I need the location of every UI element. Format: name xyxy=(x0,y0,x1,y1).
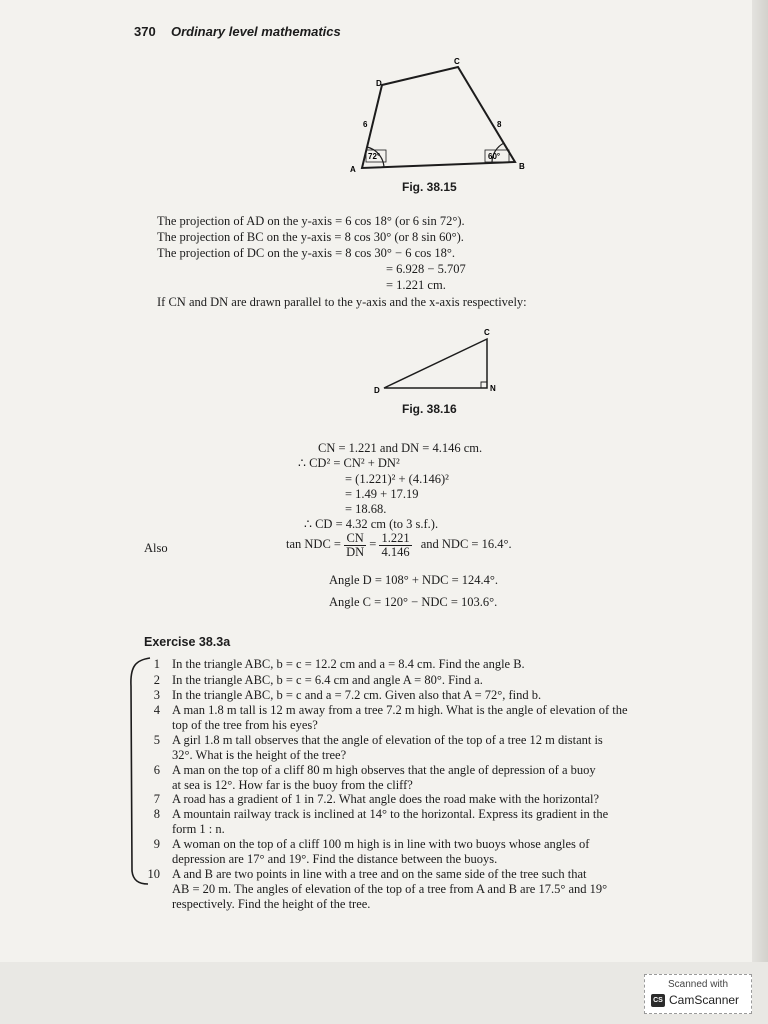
equals-sign: = xyxy=(369,537,377,551)
exercise-item-text: at sea is 12°. How far is the buoy from the cliff? xyxy=(172,778,413,792)
working-line-3: = (1.221)² + (4.146)² xyxy=(345,472,449,486)
side-bc-label: 8 xyxy=(497,120,502,129)
exercise-number: 8 xyxy=(153,807,160,821)
working-line-5: = 18.68. xyxy=(345,502,387,516)
camscanner-brand: CamScanner xyxy=(669,993,740,1007)
working-line-6: ∴ CD = 4.32 cm (to 3 s.f.). xyxy=(304,517,439,531)
angle-c-line: Angle C = 120° − NDC = 103.6°. xyxy=(329,595,498,609)
exercise-number: 7 xyxy=(153,792,160,806)
figure-38-15-caption: Fig. 38.15 xyxy=(402,180,457,194)
tan-lhs: tan NDC = xyxy=(286,537,341,551)
camscanner-watermark xyxy=(644,974,752,1014)
exercise-item-text: A and B are two points in line with a tree and on the same side of the tree such that xyxy=(172,867,587,881)
exercise-item-text: depression are 17° and 19°. Find the distance between the buoys. xyxy=(172,852,498,866)
scanned-with-text: Scanned with xyxy=(667,979,729,990)
working-line-2: ∴ CD² = CN² + DN² xyxy=(298,456,400,470)
exercise-item-text: A man 1.8 m tall is 12 m away from a tree 7.2 m high. What is the angle of elevation of the xyxy=(172,703,628,717)
exercise-item-text: A girl 1.8 m tall observes that the angle of elevation of the top of a tree 12 m distant is xyxy=(172,733,603,747)
exercise-item-text: In the triangle ABC, b = c = 6.4 cm and angle A = 80°. Find a. xyxy=(172,673,483,687)
exercise-item-text: top of the tree from his eyes? xyxy=(172,718,318,732)
projection-dc-step: = 6.928 − 5.707 xyxy=(386,262,466,276)
exercise-number: 10 xyxy=(147,867,160,881)
exercise-item-text: A woman on the top of a cliff 100 m high is in line with two buoys whose angles of xyxy=(172,837,590,851)
book-title: Ordinary level mathematics xyxy=(170,24,341,39)
fraction-cn-dn: $\frac{CN}{DN}$ xyxy=(346,530,365,559)
tan-equation xyxy=(286,530,512,559)
side-ad-label: 6 xyxy=(363,120,368,129)
vertex-n-label: N xyxy=(490,384,496,393)
camscanner-logo-icon: CS xyxy=(651,994,665,1007)
exercise-item-text: A man on the top of a cliff 80 m high observes that the angle of depression of a buoy xyxy=(172,763,596,777)
right-angle-mark xyxy=(481,382,487,388)
page-edge xyxy=(752,0,768,962)
exercise-item-text: A road has a gradient of 1 in 7.2. What angle does the road make with the horizontal? xyxy=(172,792,600,806)
projection-note: If CN and DN are drawn parallel to the y-axis and the x-axis respectively: xyxy=(157,295,527,309)
exercise-number: 9 xyxy=(153,837,160,851)
figure-38-16 xyxy=(370,325,510,400)
exercise-item-text: 32°. What is the height of the tree? xyxy=(172,748,347,762)
figure-38-15 xyxy=(340,55,540,175)
angle-a-label: 72° xyxy=(368,152,381,161)
triangle-cdn xyxy=(384,339,487,388)
exercise-item-text: In the triangle ABC, b = c = 12.2 cm and a = 8.4 cm. Find the angle B. xyxy=(172,657,525,671)
exercise-item-text: respectively. Find the height of the tree. xyxy=(172,897,371,911)
working-line-4: = 1.49 + 17.19 xyxy=(345,487,419,501)
vertex-a-label: A xyxy=(350,165,356,174)
exercise-item-text: A mountain railway track is inclined at 14° to the horizontal. Express its gradient in the xyxy=(172,807,609,821)
exercise-number: 1 xyxy=(153,657,160,671)
figure-38-16-caption: Fig. 38.16 xyxy=(402,402,457,416)
exercise-number: 4 xyxy=(153,703,160,717)
vertex-c-label: C xyxy=(454,57,460,66)
also-label: Also xyxy=(144,541,168,555)
exercise-item-text: In the triangle ABC, b = c and a = 7.2 cm. Given also that A = 72°, find b. xyxy=(172,688,542,702)
vertex-d-label: D xyxy=(376,79,382,88)
exercise-number: 3 xyxy=(153,688,160,702)
exercise-number: 6 xyxy=(153,763,160,777)
exercise-item-text: AB = 20 m. The angles of elevation of the top of a tree from A and B are 17.5° and 19° xyxy=(172,882,608,896)
exercise-number: 5 xyxy=(153,733,160,747)
projection-bc: The projection of BC on the y-axis = 8 cos 30° (or 8 sin 60°). xyxy=(157,230,464,244)
angle-b-label: 60° xyxy=(488,152,501,161)
exercise-item-text: form 1 : n. xyxy=(172,822,225,836)
angle-d-line: Angle D = 108° + NDC = 124.4°. xyxy=(329,573,498,587)
projection-dc-result: = 1.221 cm. xyxy=(386,278,446,292)
tan-rhs: and NDC = 16.4°. xyxy=(420,537,512,551)
page-header xyxy=(134,24,341,40)
projection-ad: The projection of AD on the y-axis = 6 cos 18° (or 6 sin 72°). xyxy=(157,214,465,228)
working-line-1: CN = 1.221 and DN = 4.146 cm. xyxy=(318,441,483,455)
vertex-d-label-2: D xyxy=(374,386,380,395)
fraction-values: $\frac{1.221}{4.146}$ xyxy=(381,530,410,559)
vertex-b-label: B xyxy=(519,162,525,171)
exercise-title: Exercise 38.3a xyxy=(144,635,231,649)
exercise-number: 2 xyxy=(153,673,160,687)
vertex-c-label-2: C xyxy=(484,328,490,337)
projection-dc: The projection of DC on the y-axis = 8 cos 30° − 6 cos 18°. xyxy=(157,246,456,260)
page-number: 370 xyxy=(134,24,156,39)
